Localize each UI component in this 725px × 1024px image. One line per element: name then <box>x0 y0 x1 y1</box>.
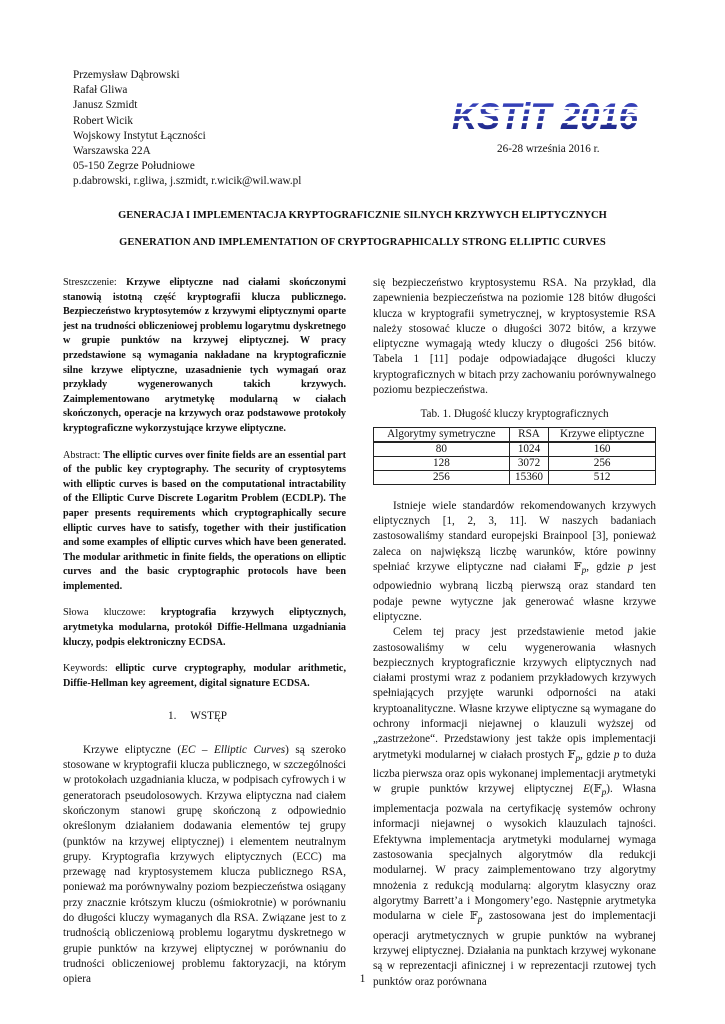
intro-paragraph: Krzywe eliptyczne (EC – Elliptic Curves) są szeroko stosowane w kryptografii klucza publicznego, w szczególności w protokołach uzgadniania klucza, w podpisach cyfrowych i w generatorach pseudolosowych. Krzywa eliptyczna nad ciałem skończonym stanowi grupę skończoną z odpowiednio określonym działaniem dodawania elementów tej grupy (punktów na krzywej eliptycznej) i elementem neutralnym grupy. Kryptografia krzywych eliptycznych (ECC) ma przewagę nad kryptosystemem klucza publicznego RSA, ponieważ ma porównywalny poziom bezpieczeństwa osiągany przy znacznie krótszym kluczu (ośmiokrotnie) w porównaniu do długości kluczy wymaganych dla RSA. Związane jest to z trudnością obliczeniową problemu logarytmu dyskretnego w grupie punktów na krzywej eliptycznej w porównaniu do trudności obliczeniowej problemu faktoryzacji, na którym opiera <box>63 743 346 986</box>
affiliation: Wojskowy Instytut Łączności <box>73 129 206 142</box>
conference-date: 26-28 września 2016 r. <box>497 143 600 155</box>
abstract-english <box>63 449 346 595</box>
right-column <box>373 276 656 990</box>
address-line: 05-150 Zegrze Południowe <box>73 160 195 173</box>
author-emails: p.dabrowski, r.gliwa, j.szmidt, r.wicik@wil.waw.pl <box>73 175 302 188</box>
keywords-label: Keywords: <box>63 663 108 675</box>
paper-title-english: GENERATION AND IMPLEMENTATION OF CRYPTOGRAPHICALLY STRONG ELLIPTIC CURVES <box>119 237 606 248</box>
table-header: Krzywe eliptyczne <box>549 427 656 442</box>
author-name: Rafał Gliwa <box>73 84 128 97</box>
abstract-text: The elliptic curves over finite fields are an essential part of the public key cryptography. The security of cryptosytems with elliptic curves is based on the computational intractability of the Elliptic Curve Discrete Logaritm Problem (ECDLP). The paper presents requirements which cryptographically secure elliptic curves have to satisfy, together with their justification and some examples of elliptic curves which have been generated. The modular arithmetic in finite fields, the operations on elliptic curves and the basic cryptographic protocols have been implemented. <box>63 449 346 592</box>
paper-title-polish: GENERACJA I IMPLEMENTACJA KRYPTOGRAFICZNIE SILNYCH KRZYWYCH ELIPTYCZNYCH <box>118 210 607 221</box>
intro-paragraph-continued: się bezpieczeństwo kryptosystemu RSA. Na przykład, dla zapewnienia bezpieczeństwa na poziomie 128 bitów długości klucza w kryptografii symetrycznej, w kryptosystemie RSA należy stosować klucze o długości 3072 bitów, a krzywe eliptyczne wymagają wtedy kluczy o długości 256 bitów. Tabela 1 [11] podaje odpowiadające długości kluczy kryptograficznych w bitach przy zachowaniu porównywalnego poziomu bezpieczeństwa. <box>373 277 656 397</box>
author-name: Janusz Szmidt <box>73 99 138 112</box>
section-number: 1. <box>167 710 177 723</box>
page-number: 1 <box>359 973 366 985</box>
table-header: Algorytmy symetryczne <box>374 427 510 442</box>
abstract-label: Abstract: <box>63 449 101 461</box>
table-row: 128 3072 256 <box>374 456 656 470</box>
table-header: RSA <box>509 427 548 442</box>
keywords-text: kryptografia krzywych eliptycznych, arytmetyka modularna, protokół Diffie-Hellmana uzgadniania kluczy, podpis elektroniczny ECDSA. <box>63 607 346 648</box>
abstract-text: Krzywe eliptyczne nad ciałami skończonymi stanowią istotną część kryptografii klucza publicznego. Bezpieczeństwo kryptosytemów z krzywymi eliptycznymi oparte jest na trudności obliczeniowej problemu logarytmu dyskretnego w grupie punktów na krzywej eliptycznej. W pracy przedstawione są wymagania nakładane na kryptograficznie silne krzywe eliptyczne, uzasadnienie tych wymagań oraz przykłady wygenerowanych takich krzywych. Zaimplementowano arytmetykę modularną w ciałach skończonych, operacje na krzywych oraz podstawowe protokoły kryptograficzne wykorzystujące krzywe eliptyczne. <box>63 277 346 434</box>
table-caption: Tab. 1. Długość kluczy kryptograficznych <box>420 408 609 421</box>
conference-logo <box>450 95 640 135</box>
section-title: WSTĘP <box>190 710 228 723</box>
keywords-polish <box>63 606 346 650</box>
body-paragraph: Celem tej pracy jest przedstawienie metod jakie zastosowaliśmy w celu wygenerowania własnych bezpiecznych kryptograficznie krzywych eliptycznych nad ciałami prostymi wraz z podaniem przykładowych krzywych spełniających przyjęte warunki odporności na ataki kryptoanalityczne. Własne krzywe eliptyczne są wymagane do ochrony informacji niejawnej o klauzuli wyższej od „zastrzeżone“. Przedstawiony jest także opis implementacji arytmetyki modularnej w ciałach prostych 𝔽$_p$, gdzie p to duża liczba pierwsza oraz opis wykonanej implementacji arytmetyki w grupie punktów krzywej eliptycznej E(𝔽$_p$). Własna implementacja pozwala na certyfikację systemów ochrony informacji niejawnej o wysokich klauzulach tajności. Efektywna implementacja arytmetyki modularnej wymaga zastosowania specjalnych algorytmów dla redukcji modularnej. W pracy zaimplementowano trzy algorytmy mnożenia z redukcją modularną: algorytm klasyczny oraz algorytmy Barrett’a i Mongomery’ego. Następnie arytmetyka modularna w ciele 𝔽$_p$ zastosowana jest do implementacji operacji arytmetycznych w grupie punktów na wybranej krzywej eliptycznej. Działania na punktach krzywej wykonane są w reprezentacji afinicznej i w reprezentacji rzutowej tych punktów oraz porównana <box>373 626 656 988</box>
address-line: Warszawska 22A <box>73 145 151 158</box>
keywords-label: Słowa kluczowe: <box>63 607 146 619</box>
logo-text: KSTiT 2016 <box>452 96 639 135</box>
author-name: Robert Wicik <box>73 114 133 127</box>
body-paragraph: Istnieje wiele standardów rekomendowanych krzywych eliptycznych [1, 2, 3, 11]. W naszych badaniach zastosowaliśmy standard europejski Brainpool [3], ponieważ zaleca on największą liczbę warunków, które powinny spełniać krzywe eliptyczne nad ciałami 𝔽$_p$, gdzie p jest odpowiednio wybraną liczbą pierwszą oraz standard ten podaje pewne wytyczne jak generować własne krzywe eliptyczne. <box>373 499 656 623</box>
keywords-english <box>63 662 346 691</box>
abstract-polish <box>63 276 346 437</box>
author-block <box>73 68 301 190</box>
author-name: Przemysław Dąbrowski <box>73 69 180 81</box>
table-row: 80 1024 160 <box>374 442 656 457</box>
key-length-table <box>373 427 656 485</box>
section-heading <box>63 709 346 724</box>
table-row: 256 15360 512 <box>374 470 656 484</box>
keywords-text: elliptic curve cryptography, modular arithmetic, Diffie-Hellman key agreement, digital signature ECDSA. <box>63 663 347 689</box>
abstract-label: Streszczenie: <box>63 277 117 288</box>
left-column <box>63 276 346 987</box>
